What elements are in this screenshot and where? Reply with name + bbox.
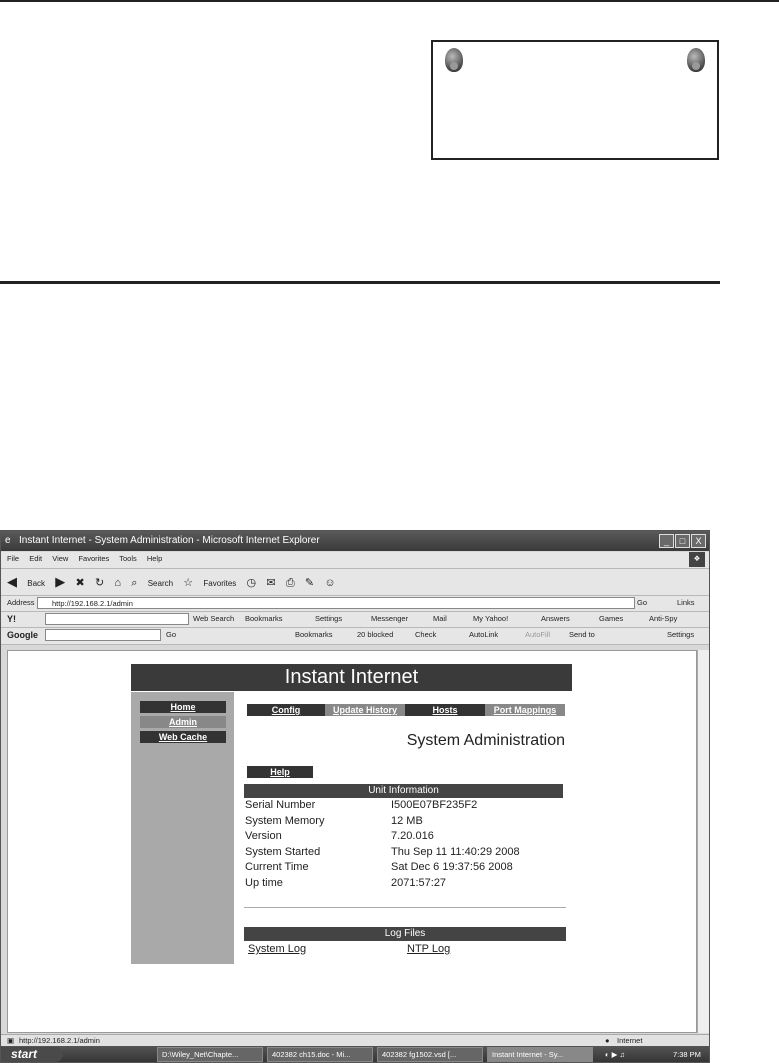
info-row-system-started: [245, 845, 565, 860]
search-icon[interactable]: ⌕: [131, 577, 138, 589]
pushpin-icon: [687, 48, 705, 72]
yahoo-search-input[interactable]: [45, 613, 189, 625]
site-banner: Instant Internet: [131, 664, 572, 691]
menu-view[interactable]: View: [52, 554, 69, 563]
mail-button[interactable]: Mail: [433, 614, 447, 623]
windows-logo-icon: ❖: [689, 552, 705, 567]
print-icon[interactable]: ⎙: [285, 577, 295, 589]
page-content: [7, 650, 697, 1033]
info-value: I500E07BF235F2: [391, 799, 478, 811]
refresh-icon[interactable]: ↻: [94, 577, 105, 589]
autofill-button[interactable]: AutoFill: [525, 630, 551, 639]
system-log-link[interactable]: System Log: [248, 943, 307, 955]
task-visio-drawing[interactable]: 402382 fg1502.vsd [...: [377, 1047, 483, 1062]
tab-config[interactable]: Config: [247, 704, 325, 716]
status-url: http://192.168.2.1/admin: [19, 1036, 100, 1045]
favorites-button[interactable]: Favorites: [203, 579, 237, 588]
nav-admin[interactable]: Admin: [140, 716, 226, 728]
menu-favorites[interactable]: Favorites: [78, 554, 110, 563]
messenger-button[interactable]: Messenger: [371, 614, 409, 623]
info-value: 12 MB: [391, 815, 423, 827]
answers-button[interactable]: Answers: [541, 614, 570, 623]
clock: 7:38 PM: [673, 1050, 701, 1059]
vertical-scrollbar[interactable]: [697, 650, 709, 1033]
info-row-version: [245, 829, 565, 844]
info-row-up-time: [245, 876, 565, 891]
forward-arrow-icon[interactable]: ▶: [55, 574, 66, 589]
search-button[interactable]: Search: [147, 579, 174, 588]
menu-bar: [1, 552, 709, 569]
tab-update-history[interactable]: Update History: [325, 704, 405, 716]
tab-port-mappings[interactable]: Port Mappings: [485, 704, 565, 716]
back-button[interactable]: Back: [27, 579, 46, 588]
maximize-button[interactable]: □: [675, 534, 690, 548]
menu-edit[interactable]: Edit: [29, 554, 43, 563]
tab-hosts[interactable]: Hosts: [405, 704, 485, 716]
task-word-document[interactable]: 402382 ch15.doc - Mi...: [267, 1047, 373, 1062]
menu-tools[interactable]: Tools: [119, 554, 137, 563]
google-logo: Google: [7, 630, 38, 640]
stop-icon[interactable]: ✖: [75, 577, 85, 589]
title-bar: [1, 531, 709, 551]
page-title: System Administration: [406, 732, 565, 749]
close-button[interactable]: X: [691, 534, 706, 548]
google-bookmarks-button[interactable]: Bookmarks: [295, 630, 333, 639]
ntp-log-link[interactable]: NTP Log: [407, 943, 451, 955]
send-to-button[interactable]: Send to: [569, 630, 595, 639]
info-row-system-memory: [245, 814, 565, 829]
status-page-icon: ▣: [7, 1036, 15, 1045]
help-button[interactable]: Help: [247, 766, 313, 778]
pushpin-icon: [445, 48, 463, 72]
links-button[interactable]: Links: [677, 598, 695, 607]
standard-toolbar: [1, 569, 709, 596]
status-zone: Internet: [617, 1036, 643, 1045]
divider: [244, 907, 566, 908]
task-instant-internet[interactable]: Instant Internet - Sy...: [487, 1047, 593, 1062]
messenger-icon[interactable]: ☺: [324, 577, 336, 589]
yahoo-toolbar: [1, 612, 709, 628]
info-row-current-time: [245, 860, 565, 875]
nav-home[interactable]: Home: [140, 701, 226, 713]
my-yahoo-button[interactable]: My Yahoo!: [473, 614, 509, 623]
page-top-rule: [0, 0, 779, 2]
menu-file[interactable]: File: [7, 554, 20, 563]
nav-web-cache[interactable]: Web Cache: [140, 731, 226, 743]
note-box: [431, 40, 719, 160]
unit-information-header: Unit Information: [244, 784, 563, 798]
taskbar: [1, 1046, 709, 1063]
internet-zone-icon: ●: [605, 1036, 610, 1045]
info-value: Sat Dec 6 19:37:56 2008: [391, 861, 513, 873]
back-arrow-icon[interactable]: ◀: [7, 574, 17, 589]
google-go-button[interactable]: Go: [166, 630, 177, 639]
web-search-button[interactable]: Web Search: [193, 614, 235, 623]
yahoo-bookmarks-button[interactable]: Bookmarks: [245, 614, 283, 623]
section-rule: [0, 281, 720, 284]
info-label: Serial Number: [245, 799, 316, 811]
menu-help[interactable]: Help: [146, 554, 163, 563]
window-title: Instant Internet - System Administration - Microsoft Internet Explorer: [19, 535, 320, 546]
anti-spy-button[interactable]: Anti-Spy: [649, 614, 678, 623]
google-toolbar: [1, 628, 709, 645]
yahoo-settings-button[interactable]: Settings: [315, 614, 343, 623]
address-label: Address: [7, 598, 35, 607]
info-value: 2071:57:27: [391, 877, 447, 889]
minimize-button[interactable]: _: [659, 534, 674, 548]
google-settings-button[interactable]: Settings: [667, 630, 695, 639]
popup-blocked-button[interactable]: 20 blocked: [357, 630, 394, 639]
info-label: Version: [245, 830, 282, 842]
autolink-button[interactable]: AutoLink: [469, 630, 499, 639]
info-label: Up time: [245, 877, 283, 889]
address-bar: [1, 596, 709, 612]
tray-icons: ◐ ▶ ♫: [605, 1050, 626, 1059]
browser-window: [0, 530, 710, 1063]
home-icon[interactable]: ⌂: [114, 577, 122, 589]
games-button[interactable]: Games: [599, 614, 624, 623]
favorites-star-icon[interactable]: ☆: [183, 577, 194, 589]
google-search-input[interactable]: [45, 629, 161, 641]
go-button[interactable]: Go: [637, 598, 648, 607]
address-input[interactable]: http://192.168.2.1/admin: [37, 597, 635, 609]
info-value: Thu Sep 11 11:40:29 2008: [391, 846, 520, 858]
edit-icon[interactable]: ✎: [304, 577, 315, 589]
log-files-header: Log Files: [244, 927, 566, 941]
history-icon[interactable]: ◷: [246, 577, 257, 589]
mail-icon[interactable]: ✉: [266, 577, 276, 589]
task-explorer-folder[interactable]: D:\Wiley_Net\Chapte...: [157, 1047, 263, 1062]
start-button[interactable]: start: [1, 1047, 63, 1062]
yahoo-logo-icon: Y!: [7, 614, 16, 624]
info-value: 7.20.016: [391, 830, 434, 842]
ie-icon: e: [5, 535, 11, 546]
info-row-serial-number: [245, 798, 565, 813]
info-label: System Started: [245, 846, 321, 858]
info-label: System Memory: [245, 815, 325, 827]
spell-check-button[interactable]: Check: [415, 630, 437, 639]
info-label: Current Time: [245, 861, 309, 873]
left-nav: [131, 692, 234, 964]
